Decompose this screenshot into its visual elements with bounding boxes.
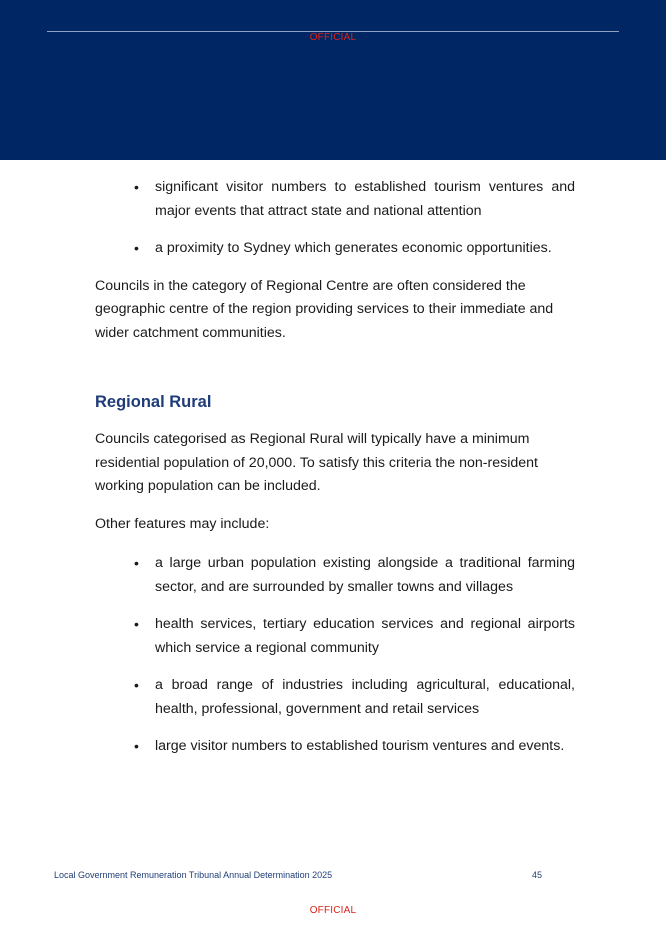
bullet-list-rural [95,552,575,759]
section-heading: Regional Rural [95,393,212,411]
page-content [95,176,575,773]
list-item-text: a proximity to Sydney which generates economic opportunities. [155,240,552,256]
list-item-text: health services, tertiary education services and regional airports which service a regional community [155,616,575,656]
list-item [95,176,575,223]
bullet-icon: • [134,677,139,693]
classification-label-bottom: OFFICIAL [309,905,357,916]
footer-page-number: 45 [532,870,543,880]
bullet-icon: • [134,738,139,754]
list-item [95,613,575,660]
footer-document-title: Local Government Remuneration Tribunal Annual Determination 2025 [54,870,333,880]
paragraph-regional-rural: Councils categorised as Regional Rural will typically have a minimum residential population of 20,000. To satisfy this criteria the non-resident working population can be included. [95,431,538,494]
list-item-text: significant visitor numbers to established tourism ventures and major events that attract state and national attention [155,179,575,219]
header-band [0,0,666,160]
list-item [95,552,575,599]
classification-label-top: OFFICIAL [309,32,357,43]
bullet-icon: • [134,555,139,571]
list-item-text: a broad range of industries including agricultural, educational, health, professional, government and retail services [155,677,575,717]
list-item-text: a large urban population existing alongside a traditional farming sector, and are surrounded by smaller towns and villages [155,555,575,595]
paragraph-other-features: Other features may include: [95,515,270,532]
bullet-icon: • [134,179,139,195]
list-item [95,674,575,721]
bullet-list-top [95,176,575,261]
paragraph-regional-centre: Councils in the category of Regional Centre are often considered the geographic centre of the region providing services to their immediate and wider catchment communities. [95,277,554,341]
bullet-icon: • [134,616,139,632]
bullet-icon: • [134,240,139,256]
list-item [95,735,575,759]
list-item-text: large visitor numbers to established tourism ventures and events. [155,738,565,754]
list-item [95,237,575,261]
